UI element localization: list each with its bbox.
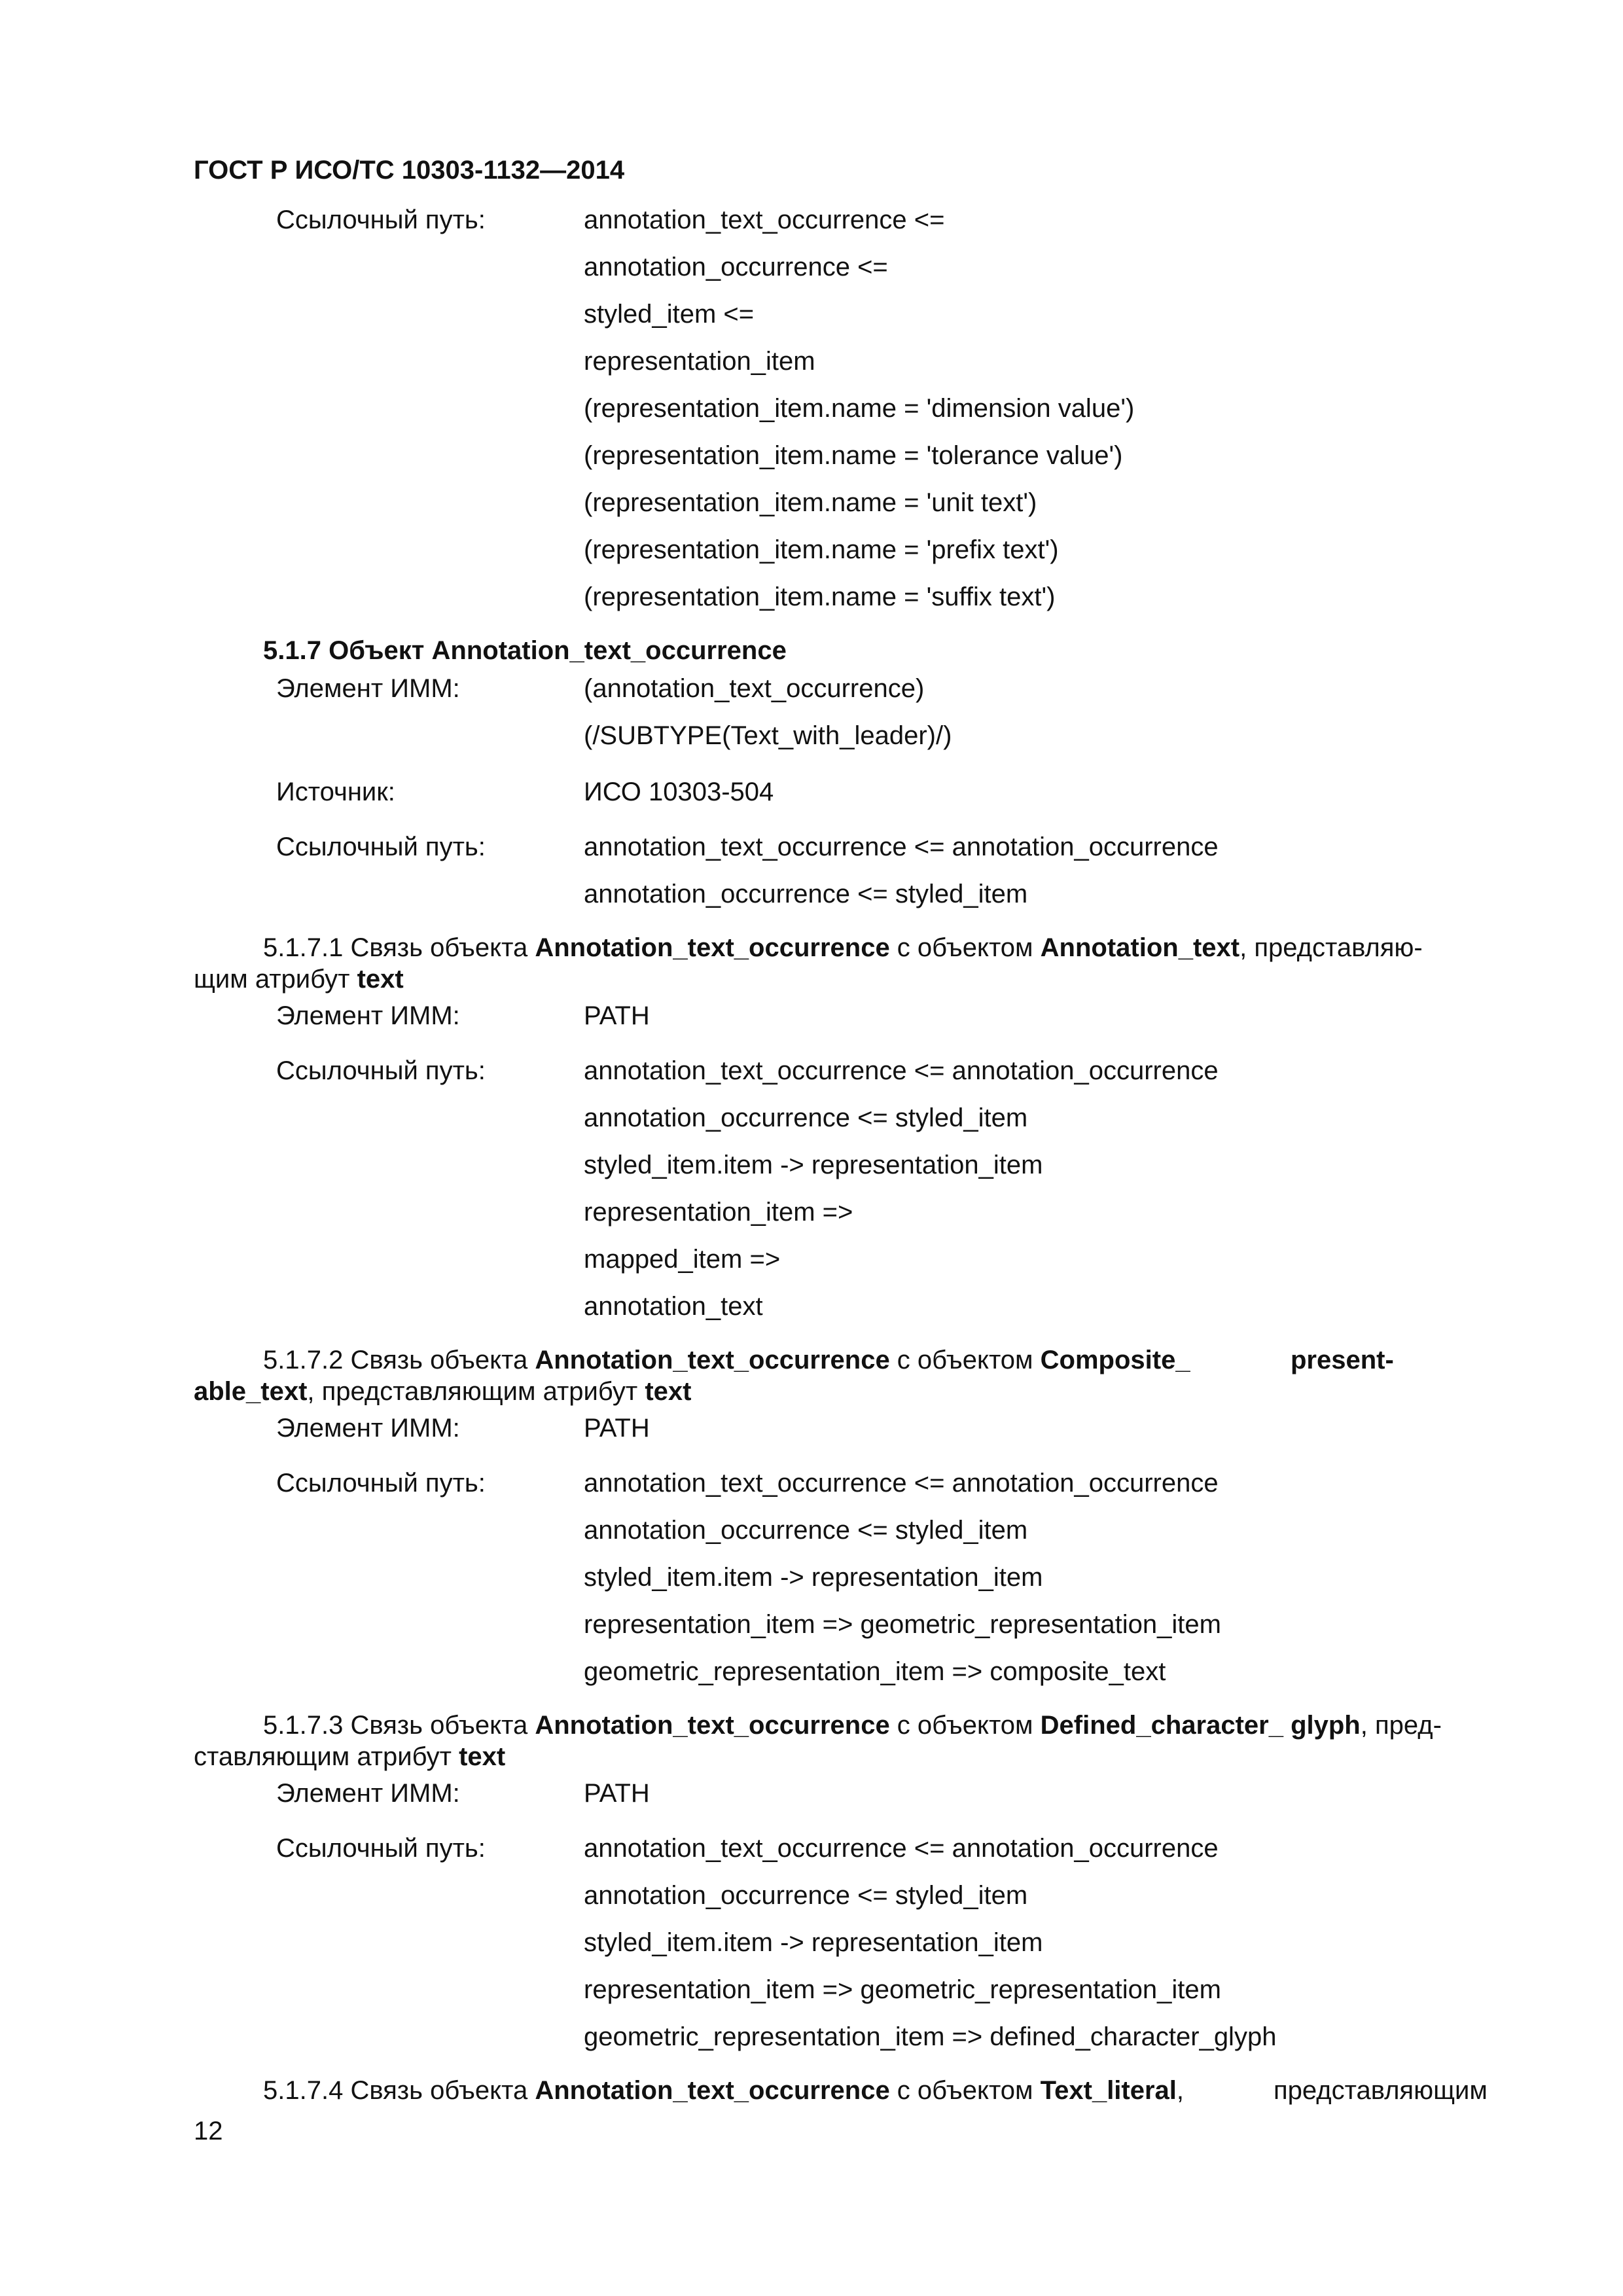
attribute-intro: щим атрибут — [194, 965, 357, 994]
tail-text: , пред- — [1360, 1711, 1442, 1740]
ref-path-line: styled_item.item -> representation_item — [584, 1928, 1043, 1957]
ref-path-line: representation_item => — [584, 1198, 853, 1227]
target-entity-name-end: able_text — [194, 1377, 308, 1406]
tail-text: представляющим — [1274, 2076, 1488, 2105]
ref-path-line: (representation_item.name = 'unit text') — [584, 488, 1037, 517]
clause-number: 5.1.7.4 Связь объекта — [263, 2076, 535, 2105]
ref-path-line: geometric_representation_item => composite_text — [584, 1657, 1166, 1686]
ref-path-line: styled_item.item -> representation_item — [584, 1563, 1043, 1592]
page-number: 12 — [194, 2117, 223, 2145]
target-entity-name: Text_literal — [1040, 2076, 1177, 2105]
element-label: Элемент ИММ: — [276, 674, 460, 703]
target-entity-name: Defined_character_ glyph — [1040, 1711, 1361, 1740]
clause-number: 5.1.7.1 Связь объекта — [263, 933, 535, 962]
ref-path-line: annotation_occurrence <= — [584, 253, 888, 281]
target-entity-name-continued: present- — [1291, 1346, 1394, 1374]
ref-path-line: (representation_item.name = 'prefix text') — [584, 535, 1059, 564]
connector-text: с объектом — [889, 1711, 1041, 1740]
source-label: Источник: — [276, 778, 395, 806]
ref-path-line: annotation_text_occurrence <= annotation_occurrence — [584, 1834, 1219, 1863]
paragraph-5-1-7-1-line2 — [194, 963, 404, 995]
ref-path-label: Ссылочный путь: — [276, 1056, 486, 1085]
attribute-intro: ставляющим атрибут — [194, 1742, 459, 1771]
ref-path-line: (representation_item.name = 'dimension value') — [584, 394, 1135, 423]
element-value: PATH — [584, 1779, 650, 1808]
connector-text: с объектом — [889, 933, 1041, 962]
ref-path-line: geometric_representation_item => defined_character_glyph — [584, 2022, 1277, 2051]
paragraph-5-1-7-3-line1 — [263, 1710, 1442, 1741]
connector-text: с объектом — [889, 2076, 1041, 2105]
paragraph-5-1-7-3-line2 — [194, 1741, 505, 1772]
entity-name: Annotation_text_occurrence — [535, 2076, 890, 2105]
source-value: ИСО 10303-504 — [584, 778, 774, 806]
ref-path-line: styled_item <= — [584, 300, 755, 329]
entity-name: Annotation_text_occurrence — [535, 1711, 890, 1740]
element-value: PATH — [584, 1001, 650, 1030]
document-header: ГОСТ Р ИСО/ТС 10303-1132—2014 — [194, 156, 625, 185]
element-label: Элемент ИММ: — [276, 1001, 460, 1030]
entity-name: Annotation_text_occurrence — [535, 933, 890, 962]
target-entity-name: Composite_ — [1040, 1346, 1190, 1374]
ref-path-line: annotation_occurrence <= styled_item — [584, 1103, 1028, 1132]
element-label: Элемент ИММ: — [276, 1779, 460, 1808]
paragraph-5-1-7-1-line1 — [263, 932, 1423, 963]
clause-number: 5.1.7.3 Связь объекта — [263, 1711, 535, 1740]
target-entity-name: Annotation_text — [1040, 933, 1240, 962]
element-value-line: (annotation_text_occurrence) — [584, 674, 925, 703]
attribute-name: text — [645, 1377, 692, 1406]
ref-path-line: annotation_text_occurrence <= annotation_occurrence — [584, 833, 1219, 861]
element-label: Элемент ИММ: — [276, 1414, 460, 1443]
ref-path-line: annotation_text — [584, 1292, 763, 1321]
element-value-line: (/SUBTYPE(Text_with_leader)/) — [584, 721, 952, 750]
ref-path-line: (representation_item.name = 'tolerance value') — [584, 441, 1123, 470]
ref-path-line: annotation_occurrence <= styled_item — [584, 1516, 1028, 1545]
ref-path-label: Ссылочный путь: — [276, 833, 486, 861]
ref-path-line: annotation_occurrence <= styled_item — [584, 880, 1028, 908]
ref-path-line: annotation_text_occurrence <= annotation_occurrence — [584, 1056, 1219, 1085]
connector-text: с объектом — [889, 1346, 1041, 1374]
clause-number: 5.1.7.2 Связь объекта — [263, 1346, 535, 1374]
ref-path-line: annotation_text_occurrence <= — [584, 206, 945, 234]
ref-path-line: annotation_text_occurrence <= annotation_occurrence — [584, 1469, 1219, 1498]
ref-path-line: styled_item.item -> representation_item — [584, 1151, 1043, 1179]
attribute-name: text — [459, 1742, 506, 1771]
section-heading-5-1-7: 5.1.7 Объект Annotation_text_occurrence — [263, 636, 787, 665]
ref-path-line: representation_item => geometric_representation_item — [584, 1975, 1221, 2004]
paragraph-5-1-7-2-line2 — [194, 1376, 691, 1407]
ref-path-line: annotation_occurrence <= styled_item — [584, 1881, 1028, 1910]
ref-path-line: mapped_item => — [584, 1245, 781, 1274]
ref-path-line: representation_item — [584, 347, 815, 376]
ref-path-label: Ссылочный путь: — [276, 1469, 486, 1498]
ref-path-label: Ссылочный путь: — [276, 206, 486, 234]
attribute-intro: , представляющим атрибут — [307, 1377, 645, 1406]
entity-name: Annotation_text_occurrence — [535, 1346, 890, 1374]
ref-path-label: Ссылочный путь: — [276, 1834, 486, 1863]
paragraph-5-1-7-4-line1 — [263, 2075, 1184, 2106]
paragraph-5-1-7-2-line1 — [263, 1344, 1190, 1376]
ref-path-line: representation_item => geometric_representation_item — [584, 1610, 1221, 1639]
tail-text: , представляю- — [1240, 933, 1423, 962]
attribute-name: text — [357, 965, 404, 994]
ref-path-line: (representation_item.name = 'suffix text') — [584, 583, 1056, 611]
comma: , — [1176, 2076, 1185, 2105]
element-value: PATH — [584, 1414, 650, 1443]
